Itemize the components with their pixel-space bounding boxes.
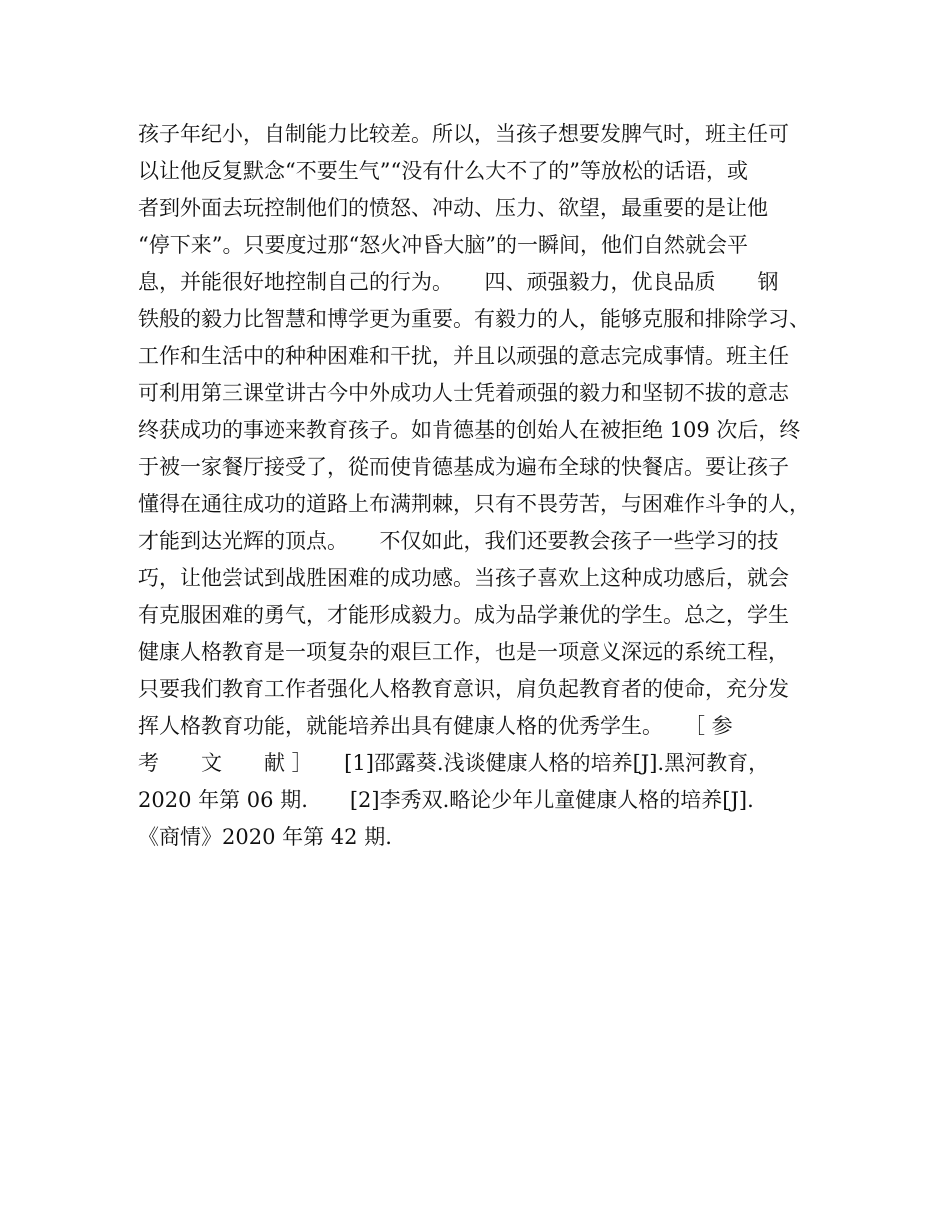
text-line: 挥人格教育功能，就能培养出具有健康人格的优秀学生。 ［ 参: [138, 714, 733, 738]
text-line: 工作和生活中的种种困难和干扰，并且以顽强的意志完成事情。班主任: [138, 344, 789, 368]
text-line: 有克服困难的勇气，才能形成毅力。成为品学兼优的学生。总之，学生: [138, 603, 789, 627]
text-line: 巧，让他尝试到战胜困难的成功感。当孩子喜欢上这种成功感后，就会: [138, 566, 789, 590]
text-line: 只要我们教育工作者强化人格教育意识，肩负起教育者的使命，充分发: [138, 677, 789, 701]
reference-line: 《商情》2020 年第 42 期.: [138, 825, 392, 849]
body-text: [138, 116, 838, 856]
text-line: 懂得在通往成功的道路上布满荆棘，只有不畏劳苦，与困难作斗争的人，: [138, 492, 810, 516]
text-line: 于被一家餐厅接受了，從而使肯德基成为遍布全球的快餐店。要让孩子: [138, 455, 789, 479]
reference-line: 考 文 献 ］ [1]邵露葵.浅谈健康人格的培养[J].黑河教育，: [138, 751, 770, 775]
text-line: 才能到达光辉的顶点。 不仅如此，我们还要教会孩子一些学习的技: [138, 529, 779, 553]
text-line: 铁般的毅力比智慧和博学更为重要。有毅力的人，能够克服和排除学习、: [138, 307, 810, 331]
text-line: “停下来”。只要度过那“怒火冲昏大脑”的一瞬间，他们自然就会平: [138, 233, 748, 257]
reference-line: 2020 年第 06 期. [2]李秀双.略论少年儿童健康人格的培养[J].: [138, 788, 754, 812]
text-line: 可利用第三课堂讲古今中外成功人士凭着顽强的毅力和坚韧不拔的意志: [138, 381, 789, 405]
text-line: 健康人格教育是一项复杂的艰巨工作，也是一项意义深远的系统工程，: [138, 640, 789, 664]
text-line: 孩子年纪小，自制能力比较差。所以，当孩子想要发脾气时，班主任可: [138, 122, 789, 146]
text-line: 以让他反复默念“不要生气”“没有什么大不了的”等放松的话语，或: [138, 159, 748, 183]
text-line: 息，并能很好地控制自己的行为。 四、顽强毅力，优良品质 钢: [138, 270, 779, 294]
text-line: 者到外面去玩控制他们的愤怒、冲动、压力、欲望，最重要的是让他: [138, 196, 768, 220]
text-line: 终获成功的事迹来教育孩子。如肯德基的创始人在被拒绝 109 次后，终: [138, 418, 801, 442]
